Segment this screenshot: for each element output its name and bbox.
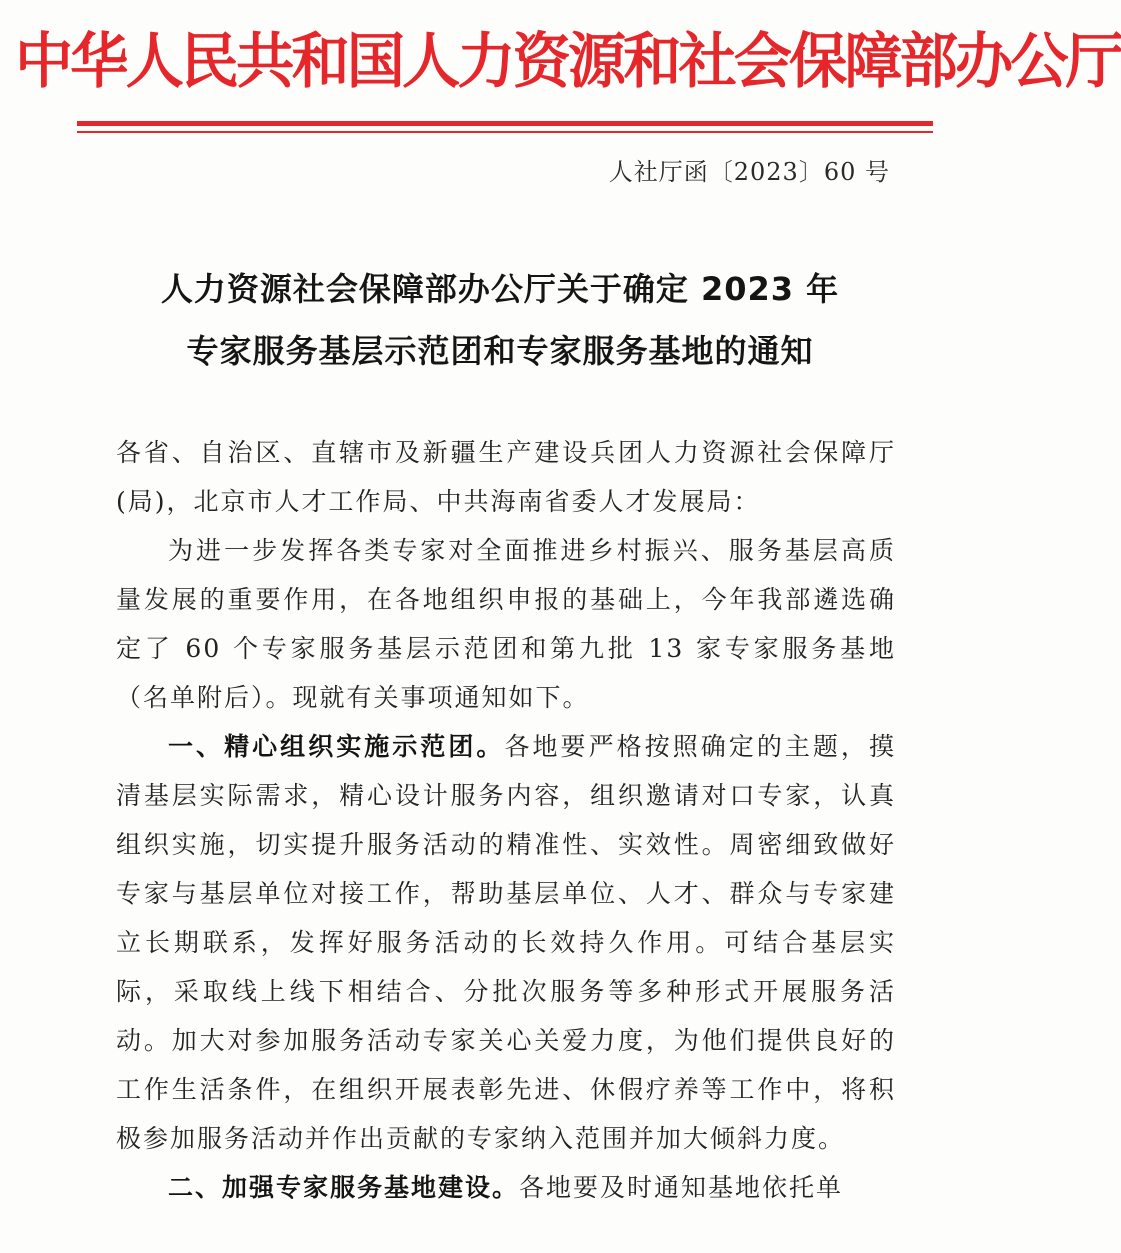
section-1-heading: 一、精心组织实施示范团。 xyxy=(168,732,505,761)
section-2-heading: 二、加强专家服务基地建设。 xyxy=(168,1173,520,1202)
masthead-title: 中华人民共和国人力资源和社会保障部办公厅 xyxy=(15,27,1121,97)
section-1-text: 各地要严格按照确定的主题，摸清基层实际需求，精心设计服务内容，组织邀请对口专家，认真组织实施，切实提升服务活动的精准性、实效性。周密细致做好专家与基层单位对接工作，帮助基层单位、人才、群众与专家建立长期联系，发挥好服务活动的长效持久作用。可结合基层实际，采取线上线下相结合、分批次服务等多种形式开展服务活动。加大对参加服务活动专家关心关爱力度，为他们提供良好的工作生活条件，在组织开展表彰先进、休假疗养等工作中，将积极参加服务活动并作出贡献的专家纳入范围并加大倾斜力度。 xyxy=(116,732,896,1153)
masthead-rule-thick xyxy=(77,121,933,126)
section-2-text: 各地要及时通知基地依托单 xyxy=(519,1173,844,1202)
salutation: 各省、自治区、直辖市及新疆生产建设兵团人力资源社会保障厅(局)，北京市人才工作局、中共海南省委人才发展局： xyxy=(116,438,896,516)
title-line-2: 专家服务基层示范团和专家服务基地的通知 xyxy=(186,332,814,370)
title-line-1: 人力资源社会保障部办公厅关于确定 2023 年 xyxy=(160,270,840,308)
masthead-rule-thin xyxy=(77,131,933,133)
intro-paragraph: 为进一步发挥各类专家对全面推进乡村振兴、服务基层高质量发展的重要作用，在各地组织申报的基础上，今年我部遴选确定了 60 个专家服务基层示范团和第九批 13 家专家服务基地（名单附后）。现就有关事项通知如下。 xyxy=(116,536,896,712)
document-body xyxy=(116,428,896,1212)
section-1-paragraph xyxy=(116,722,896,1163)
document-title xyxy=(0,258,1000,382)
section-2-paragraph xyxy=(116,1163,896,1212)
document-number: 人社厅函〔2023〕60 号 xyxy=(608,158,890,186)
